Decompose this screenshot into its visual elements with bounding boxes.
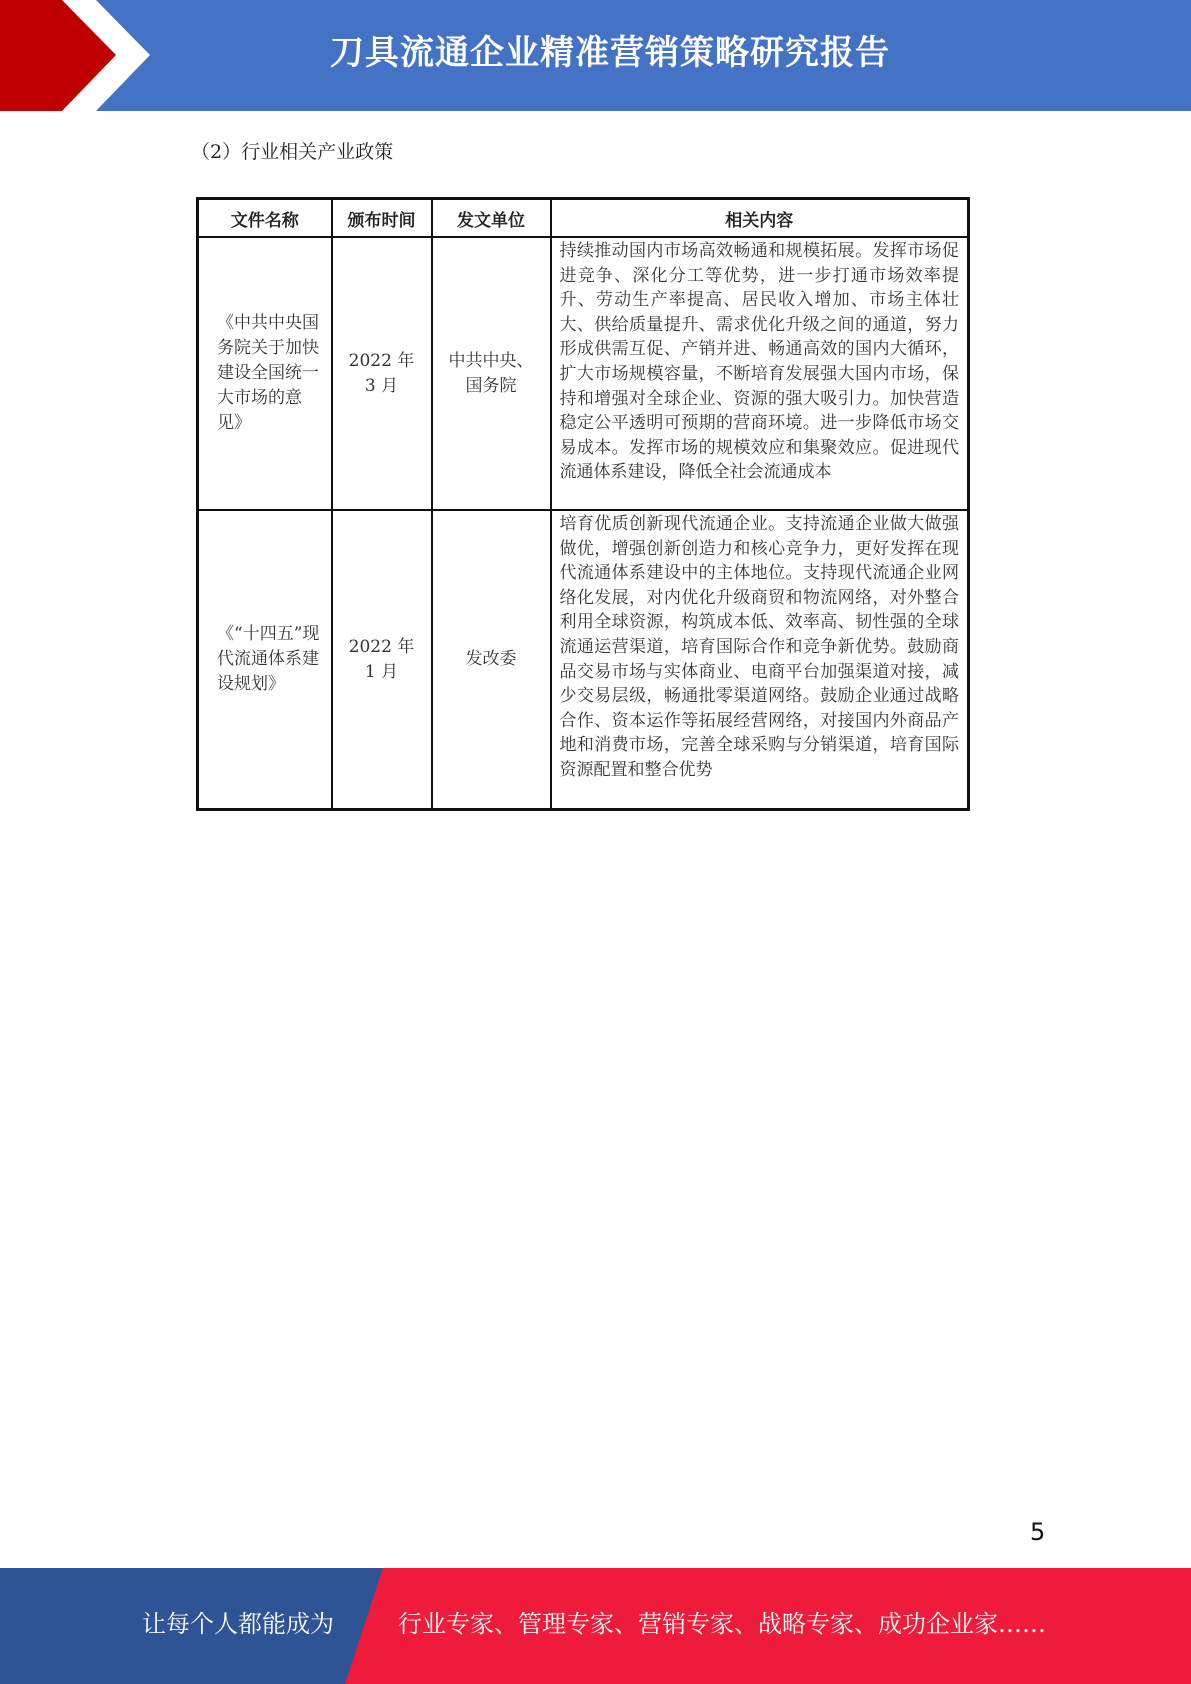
related-content: 持续推动国内市场高效畅通和规模拓展。发挥市场促进竞争、深化分工等优势，进一步打通市场效率提升、劳动生产率提高、居民收入增加、市场主体壮大、供给质量提升、需求优化升级之间的通道，努力形成供需互促、产销并进、畅通高效的国内大循环，扩大市场规模容量，不断培育发展强大国内市场，保持和增强对全球企业、资源的强大吸引力。加快营造稳定公平透明可预期的营商环境。进一步降低市场交易成本。发挥市场的规模效应和集聚效应。促进现代流通体系建设，降低全社会流通成本: [551, 237, 969, 510]
issuing-unit: [432, 510, 551, 810]
related-content: 培育优质创新现代流通企业。支持流通企业做大做强做优，增强创新创造力和核心竞争力，更好发挥在现代流通体系建设中的主体地位。支持现代流通企业网络化发展，对内优化升级商贸和物流网络，对外整合利用全球资源，构筑成本低、效率高、韧性强的全球流通运营渠道，培育国际合作和竞争新优势。鼓励商品交易市场与实体商业、电商平台加强渠道对接，减少交易层级，畅通批零渠道网络。鼓励企业通过战略合作、资本运作等拓展经营网络，对接国内外商品产地和消费市场，完善全球采购与分销渠道，培育国际资源配置和整合优势: [551, 510, 969, 810]
issuing-unit-line: 中共中央、: [448, 350, 534, 371]
header-related-content: 相关内容: [551, 199, 969, 238]
header-document-name: 文件名称: [198, 199, 332, 238]
issue-time: [332, 510, 432, 810]
footer-slogan-left: 让每个人都能成为: [142, 1610, 334, 1638]
header-issue-time: 颁布时间: [332, 199, 432, 238]
issue-time: [332, 237, 432, 510]
report-title: 刀具流通企业精准营销策略研究报告: [330, 33, 890, 73]
table-header-row: [198, 199, 969, 238]
table-row: [198, 510, 969, 810]
issuing-unit: [432, 237, 551, 510]
issuing-unit-line: 发改委: [465, 649, 517, 669]
table-row: [198, 237, 969, 510]
issuing-unit-line: 国务院: [465, 375, 517, 396]
policy-table: [196, 197, 970, 811]
issue-time-month: 1 月: [364, 661, 399, 682]
section-heading: （2）行业相关产业政策: [191, 141, 394, 163]
page-number: 5: [1030, 1518, 1046, 1546]
page-footer: [0, 1568, 1191, 1684]
document-name: 《中共中央国务院关于加快建设全国统一大市场的意见》: [198, 237, 332, 510]
issue-time-year: 2022 年: [348, 636, 415, 657]
footer-slogan-right: 行业专家、管理专家、营销专家、战略专家、成功企业家……: [398, 1610, 1046, 1638]
header-issuing-unit: 发文单位: [432, 199, 551, 238]
document-name: 《“十四五”现代流通体系建设规划》: [198, 510, 332, 810]
issue-time-year: 2022 年: [348, 350, 415, 371]
page-header: [0, 0, 1191, 111]
header-chevron-decoration: [0, 0, 160, 111]
issue-time-month: 3 月: [364, 375, 399, 396]
